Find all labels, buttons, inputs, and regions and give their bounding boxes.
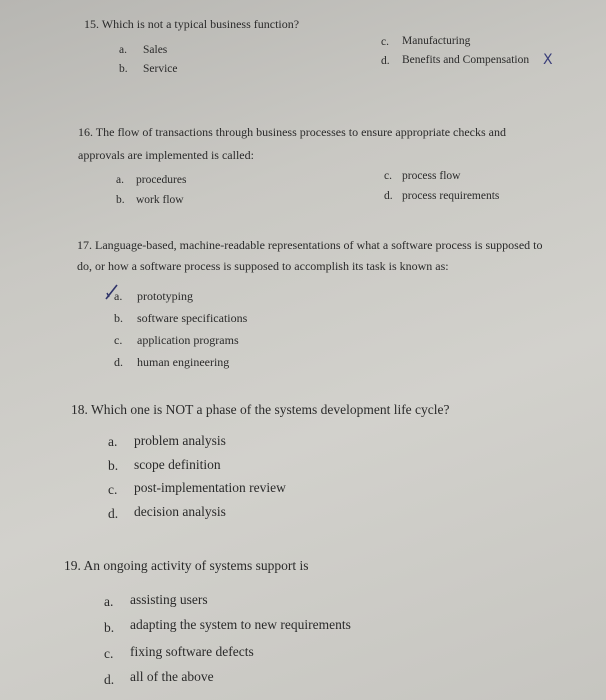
q16-option-d-letter: d.: [384, 190, 393, 202]
q18-option-c-letter: c.: [108, 482, 118, 497]
q16-question-line1: 16. The flow of transactions through business processes to ensure appropriate checks and: [78, 125, 506, 139]
q15-option-c-text: Manufacturing: [402, 35, 471, 47]
q15-option-b-letter: b.: [119, 63, 128, 75]
q17-option-a-text: prototyping: [137, 289, 193, 303]
q18-option-b-text: scope definition: [134, 457, 221, 472]
q15-option-a-text: Sales: [143, 44, 168, 56]
q18-option-a-text: problem analysis: [134, 433, 226, 448]
q18-option-a-letter: a.: [108, 434, 118, 449]
q15-option-d-text: Benefits and Compensation: [402, 54, 530, 66]
q19-option-b-text: adapting the system to new requirements: [130, 617, 351, 632]
q17-option-d-letter: d.: [114, 355, 123, 369]
q16-option-d-text: process requirements: [402, 190, 500, 202]
q15-option-c-letter: c.: [381, 36, 389, 48]
q19-option-d-text: all of the above: [130, 669, 214, 684]
q17-question-line1: 17. Language-based, machine-readable representations of what a software process is supposed to: [77, 238, 543, 252]
q17-option-c-text: application programs: [137, 333, 239, 347]
q16-question-line2: approvals are implemented is called:: [78, 148, 254, 162]
q19-option-b-letter: b.: [104, 620, 115, 635]
q16-option-b-text: work flow: [136, 194, 184, 206]
q17-option-a-letter: a.: [114, 289, 123, 303]
q18-option-b-letter: b.: [108, 458, 119, 473]
q18-option-d-letter: d.: [108, 506, 119, 521]
q19-option-a-text: assisting users: [130, 592, 208, 607]
q19-option-c-text: fixing software defects: [130, 644, 254, 659]
q15-x-mark: X: [543, 52, 553, 68]
q16-option-c-letter: c.: [384, 170, 392, 182]
q17-question-line2: do, or how a software process is supposed to accomplish its task is known as:: [77, 259, 449, 273]
q19-option-a-letter: a.: [104, 594, 114, 609]
q17-option-b-letter: b.: [114, 311, 123, 325]
q15-option-a-letter: a.: [119, 44, 127, 56]
q18-option-c-text: post-implementation review: [134, 480, 286, 495]
q18-question: 18. Which one is NOT a phase of the systems development life cycle?: [71, 402, 450, 417]
q16-option-a-letter: a.: [116, 174, 124, 186]
q19-option-c-letter: c.: [104, 646, 114, 661]
q17-option-d-text: human engineering: [137, 355, 230, 369]
q17-option-b-text: software specifications: [137, 311, 248, 325]
q16-option-b-letter: b.: [116, 194, 125, 206]
q19-option-d-letter: d.: [104, 672, 115, 687]
q15-option-b-text: Service: [143, 63, 178, 75]
q16-option-a-text: procedures: [136, 174, 187, 186]
q18-option-d-text: decision analysis: [134, 504, 226, 519]
q15-question: 15. Which is not a typical business function?: [84, 17, 300, 31]
q15-option-d-letter: d.: [381, 55, 390, 67]
q19-question: 19. An ongoing activity of systems support is: [64, 558, 309, 573]
q16-option-c-text: process flow: [402, 170, 461, 182]
q17-option-c-letter: c.: [114, 333, 123, 347]
